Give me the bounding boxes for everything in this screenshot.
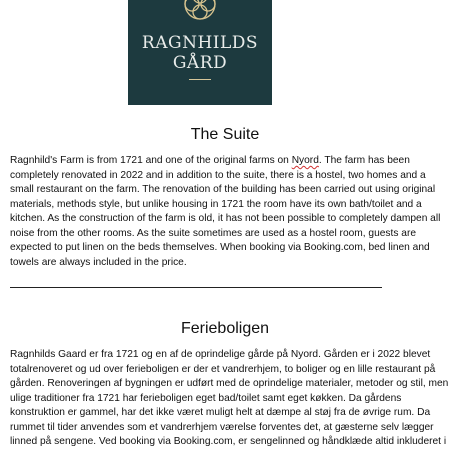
- suite-line-3: small restaurant on the farm. The renovation of the building has been carried out using original: [10, 184, 436, 195]
- logo-divider: [189, 79, 211, 80]
- suite-line-7: expected to put linen on the beds themselves. When booking via Booking.com, bed linen and: [10, 242, 430, 253]
- ferie-line-1: Ragnhilds Gaard er fra 1721 og en af de oprindelige gårde på Nyord. Gården er i 2022 blevet: [10, 349, 431, 360]
- suite-line-4: materials, methods style, but unlike housing in 1721 the room have its own bath/toilet and a: [10, 198, 422, 210]
- suite-line-1: [10, 154, 444, 169]
- celtic-knot-icon: [182, 0, 218, 22]
- ferie-line-4: ulige traditioner fra 1721 har ferieboligen eget bad/toilet samt eget køkken. Da gårdens: [10, 392, 402, 404]
- logo: [128, 0, 272, 105]
- suite-paragraph: [10, 154, 444, 270]
- suite-line-1-tail: . The farm has been: [318, 155, 410, 166]
- logo-subname: GÅRD: [172, 53, 228, 73]
- ferie-paragraph: [10, 348, 449, 450]
- suite-line-1-text: Ragnhild's Farm is from 1721 and one of the original farms on: [10, 155, 292, 166]
- ferie-heading: Ferieboligen: [180, 320, 270, 337]
- place-name-nyord: Nyord: [291, 155, 319, 166]
- suite-line-2: completely renovated in 2022 and in addition to the suite, there is a hostel, two homes and a: [10, 169, 426, 181]
- logo-name: RAGNHILDS: [141, 33, 259, 53]
- ferie-line-3: gården. Renoveringen af bygningen er udført med de oprindelige materialer, metoder og stil, men: [10, 378, 449, 389]
- suite-heading: The Suite: [190, 126, 260, 143]
- ferie-line-5: konstruktion er gammel, har det ikke været muligt helt at dæmpe al støj fra de øvrige rum. Da: [10, 407, 431, 418]
- ferie-line-7: linned på sengene. Ved booking via Booking.com, er sengelinned og håndklæde altid inkluderet i: [10, 436, 447, 447]
- suite-line-8: towels are always included in the price.: [10, 256, 187, 268]
- section-divider: [10, 287, 382, 288]
- suite-line-6: noise from the other rooms. As the suite sometimes are used as a hostel room, guests are: [10, 227, 416, 239]
- suite-line-5: kitchen. As the construction of the farm is old, it has not been possible to completely dampen all: [10, 213, 441, 224]
- ferie-line-6: rummet til tider anvendes som et vandrerhjem værelse forventes det, at gæsterne selv lægger: [10, 421, 434, 433]
- ferie-line-2: totalrenoveret og ud over ferieboligen er der et vandrerhjem, to boliger og en lille restaurant på: [10, 363, 436, 375]
